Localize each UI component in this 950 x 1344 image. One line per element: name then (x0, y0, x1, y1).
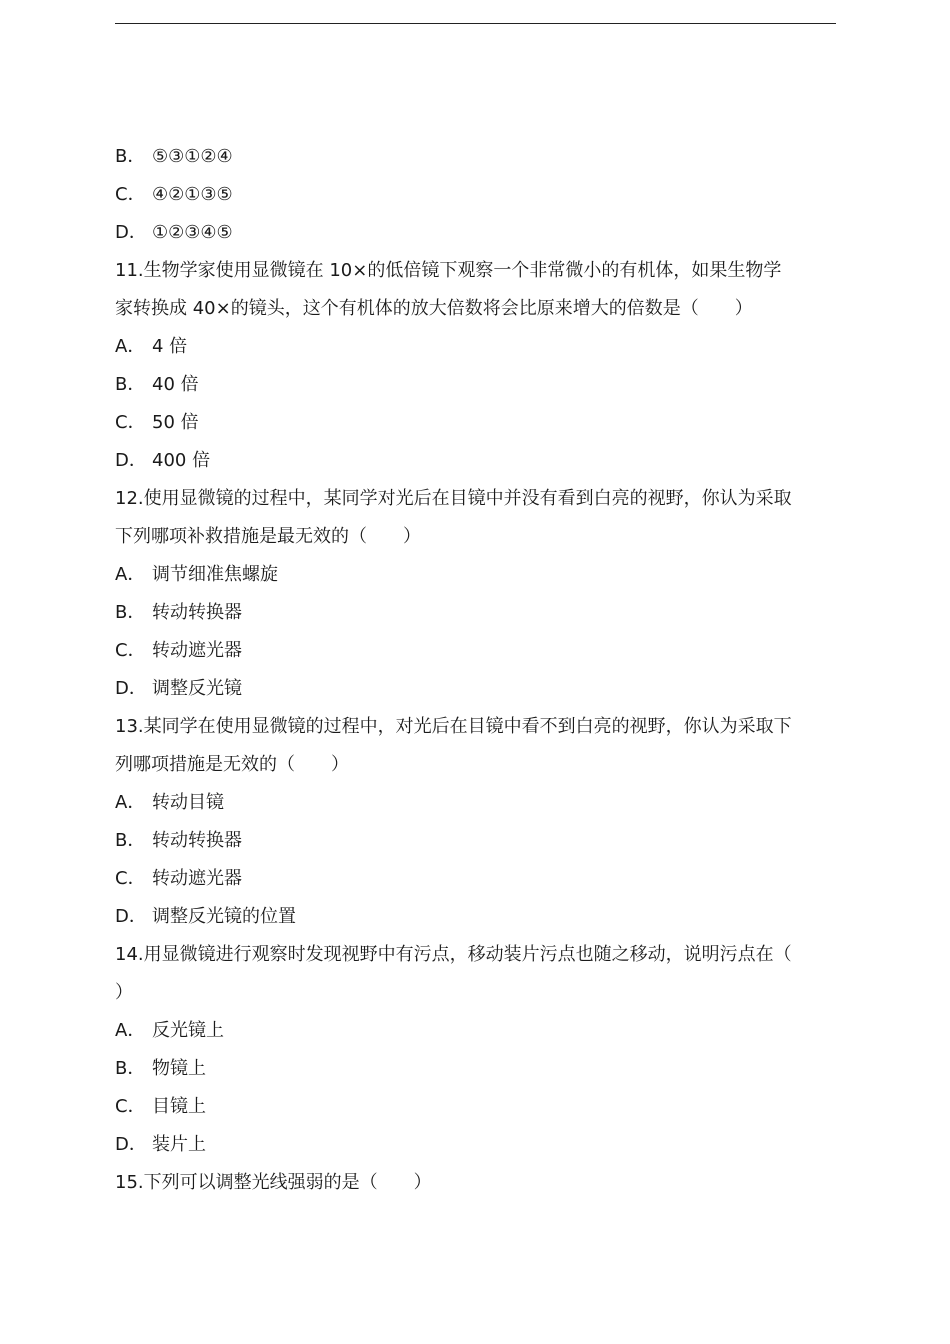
option-letter: B． (115, 602, 146, 623)
option-text: ④②①③⑤ (152, 184, 233, 205)
option-text: ⑤③①②④ (152, 146, 233, 167)
option-letter: B． (115, 830, 146, 851)
option-text: 调节细准焦螺旋 (152, 564, 278, 585)
option-text: ①②③④⑤ (152, 222, 233, 243)
option-d (115, 1126, 840, 1164)
option-letter: D． (115, 1134, 147, 1155)
question-12 (115, 480, 840, 708)
option-a (115, 328, 840, 366)
question-stem: 家转换成 40×的镜头，这个有机体的放大倍数将会比原来增大的倍数是（ ） (115, 298, 753, 319)
question-14 (115, 936, 840, 1164)
option-letter: C． (115, 1096, 146, 1117)
option-letter: B． (115, 146, 146, 167)
option-c (115, 1088, 840, 1126)
option-letter: C． (115, 184, 146, 205)
option-b (115, 366, 840, 404)
option-letter: D． (115, 450, 147, 471)
option-d (115, 214, 840, 252)
option-letter: A． (115, 1020, 146, 1041)
option-letter: A． (115, 564, 146, 585)
option-letter: A． (115, 336, 146, 357)
question-15 (115, 1164, 840, 1202)
option-a (115, 1012, 840, 1050)
option-text: 物镜上 (152, 1058, 206, 1079)
option-text: 40 倍 (152, 374, 199, 395)
option-text: 转动转换器 (152, 830, 242, 851)
previous-question-options (115, 138, 840, 252)
option-b (115, 594, 840, 632)
document-content (115, 138, 840, 1202)
question-stem: 下列哪项补救措施是最无效的（ ） (115, 526, 421, 547)
option-c (115, 860, 840, 898)
question-stem: 14.用显微镜进行观察时发现视野中有污点，移动装片污点也随之移动，说明污点在（ (115, 944, 792, 965)
option-text: 转动转换器 (152, 602, 242, 623)
option-text: 4 倍 (152, 336, 188, 357)
option-letter: C． (115, 640, 146, 661)
option-text: 转动遮光器 (152, 868, 242, 889)
question-stem: ） (115, 982, 133, 1003)
option-d (115, 442, 840, 480)
option-d (115, 670, 840, 708)
option-letter: A． (115, 792, 146, 813)
option-letter: B． (115, 1058, 146, 1079)
option-letter: D． (115, 222, 147, 243)
option-a (115, 556, 840, 594)
option-letter: B． (115, 374, 146, 395)
option-letter: C． (115, 412, 146, 433)
question-stem: 列哪项措施是无效的（ ） (115, 754, 349, 775)
question-13 (115, 708, 840, 936)
option-a (115, 784, 840, 822)
header-rule (115, 23, 836, 24)
question-stem: 12.使用显微镜的过程中，某同学对光后在目镜中并没有看到白亮的视野，你认为采取 (115, 488, 792, 509)
option-letter: C． (115, 868, 146, 889)
option-b (115, 138, 840, 176)
option-c (115, 632, 840, 670)
option-text: 400 倍 (152, 450, 211, 471)
option-text: 调整反光镜 (152, 678, 242, 699)
question-stem: 15.下列可以调整光线强弱的是（ ） (115, 1172, 432, 1193)
question-11 (115, 252, 840, 480)
option-letter: D． (115, 678, 147, 699)
option-b (115, 1050, 840, 1088)
option-text: 转动目镜 (152, 792, 224, 813)
option-text: 目镜上 (152, 1096, 206, 1117)
option-d (115, 898, 840, 936)
option-letter: D． (115, 906, 147, 927)
option-text: 50 倍 (152, 412, 199, 433)
option-c (115, 176, 840, 214)
option-text: 调整反光镜的位置 (152, 906, 296, 927)
option-b (115, 822, 840, 860)
option-text: 反光镜上 (152, 1020, 224, 1041)
option-text: 转动遮光器 (152, 640, 242, 661)
question-stem: 11.生物学家使用显微镜在 10×的低倍镜下观察一个非常微小的有机体，如果生物学 (115, 260, 782, 281)
option-c (115, 404, 840, 442)
question-stem: 13.某同学在使用显微镜的过程中，对光后在目镜中看不到白亮的视野，你认为采取下 (115, 716, 792, 737)
option-text: 装片上 (152, 1134, 206, 1155)
